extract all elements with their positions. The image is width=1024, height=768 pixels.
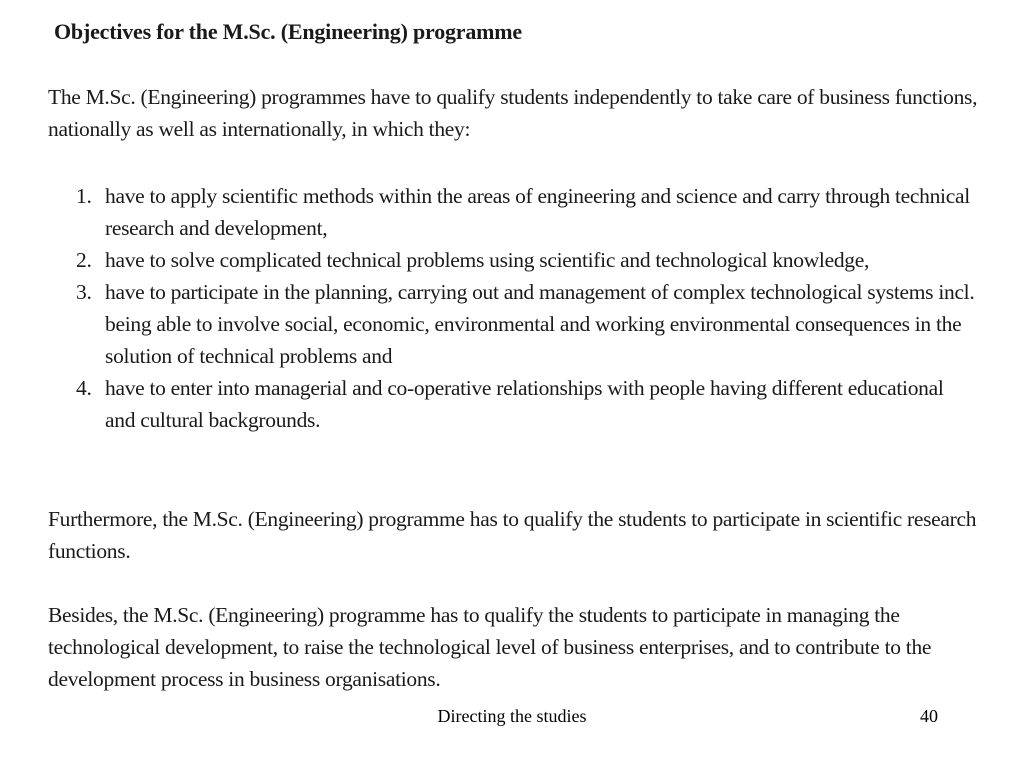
furthermore-paragraph: Furthermore, the M.Sc. (Engineering) programme has to qualify the students to participate in scientific research functions.: [48, 507, 977, 563]
besides-paragraph: Besides, the M.Sc. (Engineering) programme has to qualify the students to participate in managing the technological development, to raise the technological level of business enterprises, and to contribute to the development process in business organisations.: [48, 603, 932, 691]
footer-title: Directing the studies: [437, 706, 587, 726]
list-item-number: 4.: [76, 376, 92, 400]
list-item-number: 3.: [76, 280, 92, 304]
list-item-number: 2.: [76, 248, 92, 272]
list-item-text: have to participate in the planning, carrying out and management of complex technological systems incl. being able to involve social, economic, environmental and working environmental consequences in the solution of technical problems and: [105, 280, 975, 368]
list-item-text: have to apply scientific methods within the areas of engineering and science and carry through technical research and development,: [105, 184, 970, 240]
list-item: [48, 180, 978, 244]
intro-paragraph: The M.Sc. (Engineering) programmes have to qualify students independently to take care of business functions, nationally as well as internationally, in which they:: [48, 85, 978, 141]
document-title: Objectives for the M.Sc. (Engineering) programme: [54, 19, 522, 44]
objectives-list: [48, 180, 978, 436]
list-item-text: have to solve complicated technical problems using scientific and technological knowledge,: [105, 248, 870, 272]
list-item: [48, 372, 978, 436]
list-item: [48, 244, 978, 276]
list-item: [48, 276, 978, 372]
list-item-text: have to enter into managerial and co-operative relationships with people having different educational and cultural backgrounds.: [105, 376, 944, 432]
document-body: [48, 14, 978, 695]
page-number: 40: [920, 706, 938, 726]
list-item-number: 1.: [76, 184, 92, 208]
